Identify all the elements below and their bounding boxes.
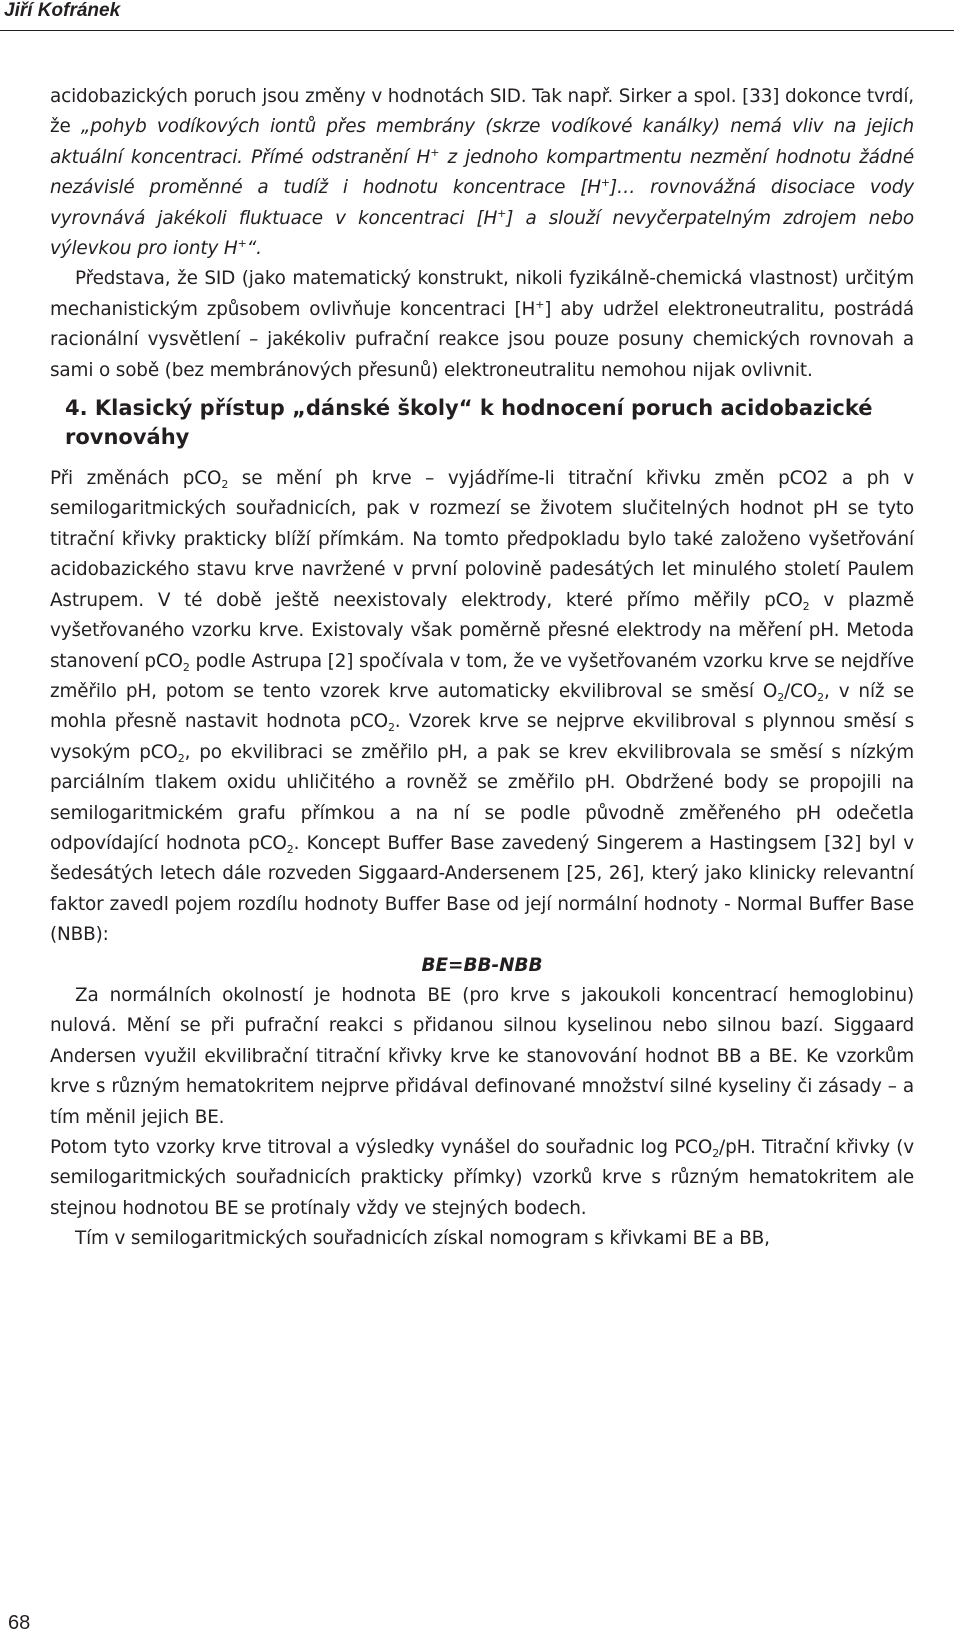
section-heading [50, 394, 914, 452]
page-number: 68 [8, 1612, 31, 1634]
text-run: ]… rovnovážná disociace vody vyrovnává jakékoli fluktuace v koncentraci [H [50, 177, 915, 229]
page-content [50, 82, 914, 1255]
text-run: Potom tyto vzorky krve titroval a výsledky vynášel do souřadnic log PCO [50, 1137, 713, 1158]
header-rule [0, 30, 954, 31]
running-header [0, 0, 960, 32]
subscript-2: 2 [712, 1147, 720, 1160]
section-number: 4. [65, 396, 88, 421]
superscript-plus: + [237, 237, 247, 251]
text-run: acidobazických poruch jsou změny v hodnotách SID. Tak např. Sirker a spol. [33] dokonce tvrdí, že [50, 86, 914, 138]
paragraph-sid-critique [50, 264, 914, 386]
text-run: /CO [784, 680, 818, 702]
text-run: , po ekvilibraci se změřilo pH, a pak se krev ekvilibrovala se směsí s nízkým parciálním tlakem oxidu uhličitého a rovněž se změřilo pH. Obdržené body se propojili na semilogaritmickém grafu přímkou a na ní se podle původně změřeného pH odečetla odpovídající hodnota pCO [50, 741, 914, 854]
text-run: , v níž se mohla přesně nastavit hodnota pCO [50, 680, 914, 733]
text-run: Při změnách pCO [50, 468, 222, 490]
subscript-2: 2 [387, 721, 395, 735]
paragraph-sid-quote [50, 82, 914, 264]
superscript-plus: + [535, 297, 545, 311]
subscript-2: 2 [182, 660, 190, 674]
text-run: . Vzorek krve se nejprve ekvilibroval s plynnou směsí s vysokým pCO [50, 711, 914, 763]
text-run: “. [246, 238, 262, 260]
subscript-2: 2 [802, 599, 810, 613]
subscript-2: 2 [221, 478, 229, 492]
quote-italic [50, 116, 914, 259]
text-run: ] a slouží nevyčerpatelným zdrojem nebo výlevkou pro ionty H [50, 207, 914, 260]
paragraph-titration [50, 1133, 914, 1224]
section-title: Klasický přístup „dánské školy“ k hodnocení poruch acidobazické rovnováhy [65, 396, 873, 450]
text-run: Představa, že SID (jako matematický konstrukt, nikoli fyzikálně-chemická vlastnost) určitým mechanistickým způsobem ovlivňuje koncentraci [H [50, 268, 914, 320]
subscript-2: 2 [286, 842, 294, 856]
text-run: z jednoho kompartmentu nezmění hodnotu žádné nezávislé proměnné a tudíž i hodnotu koncentrace [H [50, 146, 914, 199]
text-run: . Koncept Buffer Base zavedený Singerem a Hastingsem [32] byl v šedesátých letech dále rozveden Siggaard-Andersenem [25, 26], který jako klinicky relevantní faktor zavedl pojem rozdílu hodnoty Buffer Base od její normální hodnoty - Normal Buffer Base (NBB): [50, 832, 914, 946]
paragraph-nomogram: Tím v semilogaritmických souřadnicích získal nomogram s křivkami BE a BB, [75, 1228, 770, 1250]
text-run: v plazmě vyšetřovaného vzorku krve. Existovaly však poměrně přesné elektrody na měření pH. Metoda stanovení pCO [50, 589, 914, 672]
text-run: ] aby udržel elektroneutralitu, postrádá racionální vysvětlení – jakékoliv pufrační reakce jsou pouze posuny chemických rovnovah a sami o sobě (bez membránových přesunů) elektroneutralitu nemohou nijak ovlivnit. [50, 298, 914, 381]
superscript-plus: + [497, 206, 507, 220]
text-run: se mění ph krve – vyjádříme-li titrační křivku změn pCO2 a ph v semilogaritmických souřadnicích, pak v rozmezí se životem slučitelných hodnot pH se tyto titrační křivky prakticky blíží přímkám. Na tomto předpokladu bylo také založeno vyšetřování acidobazického stavu krve navržené v první polovině padesátých let minulého století Paulem Astrupem. V té době ještě neexistovaly elektrody, které přímo měřily pCO [50, 468, 914, 611]
subscript-2: 2 [777, 690, 785, 704]
paragraph-be-normal: Za normálních okolností je hodnota BE (pro krve s jakoukoli koncentrací hemoglobinu) nulová. Mění se při pufrační reakci s přidanou silnou kyselinou nebo silnou bazí. Siggaard Andersen využil ekvilibrační titrační křivky krve ke stanovování hodnot BB a BE. Ke vzorkům krve s různým hematokritem nejprve přidával definované množství silné kyseliny či zásady – a tím měnil jejich BE. [50, 984, 914, 1128]
subscript-2: 2 [817, 690, 825, 704]
header-author: Jiří Kofránek [4, 0, 121, 21]
equation-be: BE=BB-NBB [421, 954, 543, 976]
text-run: „pohyb vodíkových iontů přes membrány (skrze vodíkové kanálky) nemá vliv na jejich aktuální koncentraci. Přímé odstranění H [50, 116, 914, 168]
superscript-plus: + [600, 176, 610, 190]
text-run: podle Astrupa [2] spočívala v tom, že ve vyšetřovaném vzorku krve se nejdříve změřilo pH, potom se tento vzorek krve automaticky ekvilibroval se směsí O [50, 650, 914, 702]
text-run: /pH. Titrační křivky (v semilogaritmických souřadnicích prakticky přímky) vzorků krve s různým hematokritem ale stejnou hodnotou BE se protínaly vždy ve stejných bodech. [50, 1137, 914, 1219]
paragraph-astrup [50, 464, 914, 951]
superscript-plus: + [430, 145, 440, 159]
subscript-2: 2 [177, 751, 185, 765]
